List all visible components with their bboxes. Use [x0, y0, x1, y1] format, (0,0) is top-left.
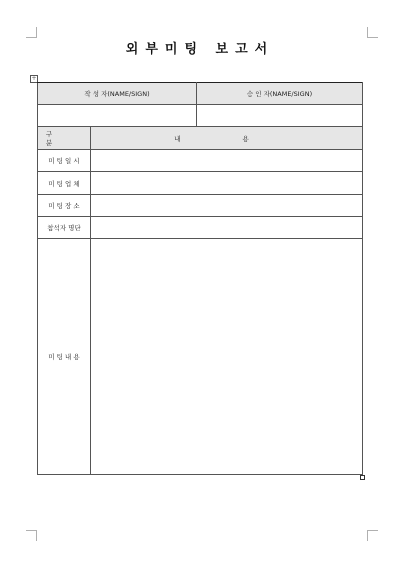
attendee-list-label: 참석자 명단 — [47, 224, 81, 232]
crop-mark-top-left — [26, 27, 37, 38]
crop-mark-bottom-left — [26, 530, 37, 541]
content-header-cell — [91, 127, 363, 150]
crop-mark-bottom-right — [367, 530, 378, 541]
row-label-cell — [38, 150, 91, 172]
meeting-content-field[interactable] — [91, 239, 363, 475]
row-label-cell — [38, 172, 91, 195]
approver-label-cell — [197, 83, 363, 105]
meeting-location-field[interactable] — [91, 195, 363, 217]
row-label-cell — [38, 239, 91, 475]
meeting-location-label: 미 팅 장 소 — [48, 202, 80, 210]
crop-mark-top-right — [367, 27, 378, 38]
content-header: 내 용 — [174, 134, 279, 143]
table-resize-handle[interactable] — [360, 475, 365, 480]
meeting-content-label: 미 팅 내 용 — [48, 353, 80, 361]
author-label: 작 성 자(NAME/SIGN) — [84, 90, 150, 98]
approver-label: 승 인 자(NAME/SIGN) — [246, 90, 313, 98]
meeting-datetime-field[interactable] — [91, 150, 363, 172]
author-label-cell — [38, 83, 197, 105]
report-table — [37, 82, 363, 475]
author-signature-field[interactable] — [38, 105, 197, 127]
page-title: 외부미팅 보고서 — [125, 42, 275, 57]
meeting-datetime-label: 미 팅 일 시 — [48, 157, 80, 165]
category-header-cell — [38, 127, 91, 150]
approver-signature-field[interactable] — [197, 105, 363, 127]
row-label-cell — [38, 195, 91, 217]
attendee-list-field[interactable] — [91, 217, 363, 239]
meeting-company-field[interactable] — [91, 172, 363, 195]
category-header: 구 분 — [45, 130, 83, 147]
meeting-company-label: 미 팅 업 체 — [48, 179, 80, 188]
table-anchor-icon[interactable]: + — [31, 75, 37, 82]
row-label-cell — [38, 217, 91, 239]
